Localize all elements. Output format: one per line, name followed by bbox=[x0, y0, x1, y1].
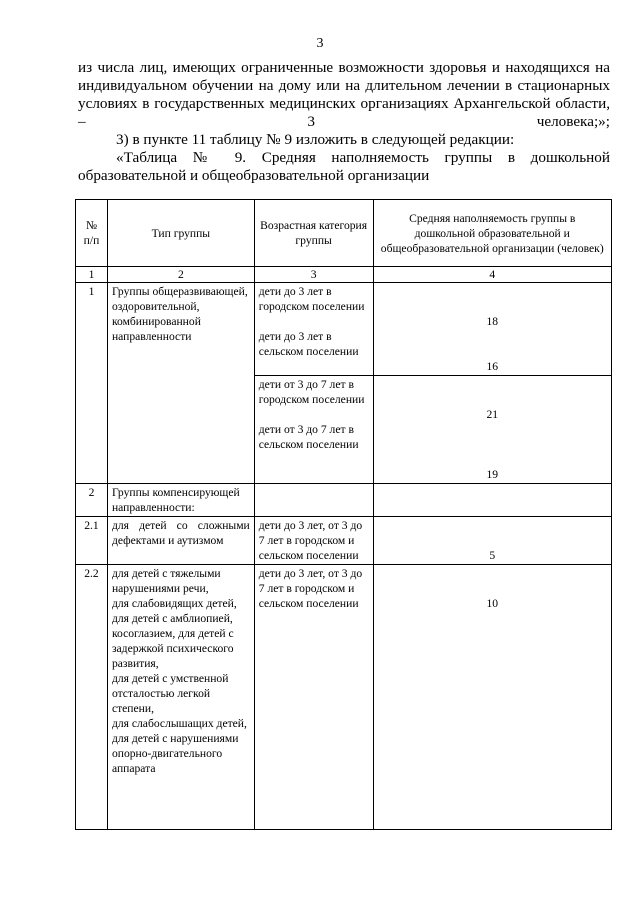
table-row bbox=[76, 517, 612, 565]
group-occupancy-table bbox=[75, 199, 612, 830]
occupancy-value: 19 bbox=[486, 468, 499, 481]
occupancy-value: 10 bbox=[486, 597, 499, 610]
age-category-text: дети от 3 до 7 лет в городском поселении bbox=[258, 378, 365, 406]
header-group-type: Тип группы bbox=[107, 200, 254, 267]
age-category-text: дети от 3 до 7 лет в сельском поселении bbox=[258, 423, 359, 451]
age-category-cell bbox=[254, 283, 373, 376]
occupancy-cell bbox=[373, 376, 612, 484]
occupancy-cell bbox=[373, 283, 612, 376]
group-type-line: для детей с амблиопией, косоглазием, для детей с задержкой психического развития, bbox=[111, 612, 234, 670]
age-category-text: дети до 3 лет в сельском поселении bbox=[258, 330, 359, 358]
occupancy-cell bbox=[373, 565, 612, 830]
row-number: 2.2 bbox=[76, 565, 108, 830]
row-number: 2 bbox=[76, 484, 108, 517]
row-number: 1 bbox=[76, 283, 108, 484]
group-type-cell: Группы общеразвивающей, оздоровительной, комбинированной направленности bbox=[107, 283, 254, 484]
column-number: 1 bbox=[76, 267, 108, 283]
occupancy-value: 16 bbox=[486, 360, 499, 373]
group-type-line: для детей с умственной отсталостью легкой степени, bbox=[111, 672, 229, 715]
age-category-cell: дети до 3 лет, от 3 до 7 лет в городском и сельском поселении bbox=[254, 565, 373, 830]
table-row bbox=[76, 484, 612, 517]
paragraph-item-3: 3) в пункте 11 таблицу № 9 изложить в следующей редакции: bbox=[116, 131, 515, 148]
group-type-cell bbox=[107, 565, 254, 830]
age-category-text: дети до 3 лет в городском поселении bbox=[258, 285, 365, 313]
age-category-cell bbox=[254, 484, 373, 517]
occupancy-cell: 5 bbox=[373, 517, 612, 565]
group-type-line: для детей с тяжелыми нарушениями речи, bbox=[111, 567, 221, 595]
occupancy-value: 21 bbox=[486, 408, 499, 421]
paragraph-continuation: из числа лиц, имеющих ограниченные возможности здоровья и находящихся на индивидуальном обучении на дому или на длительном лечении в стационарных условиях в государственных медицинских организациях Архангельской области, – 3 человека;»; bbox=[78, 59, 610, 130]
age-category-cell: дети до 3 лет, от 3 до 7 лет в городском и сельском поселении bbox=[254, 517, 373, 565]
header-age-category: Возрастная категория группы bbox=[254, 200, 373, 267]
column-number: 2 bbox=[107, 267, 254, 283]
group-type-cell: Группы компенсирующей направленности: bbox=[107, 484, 254, 517]
paragraph-table-caption: «Таблица № 9. Средняя наполняемость группы в дошкольной образовательной и общеобразовательной организации bbox=[78, 149, 610, 184]
age-category-cell bbox=[254, 376, 373, 484]
column-number-row bbox=[76, 267, 612, 283]
header-number: № п/п bbox=[76, 200, 108, 267]
table-row bbox=[76, 283, 612, 376]
group-type-cell: для детей со сложными дефектами и аутизмом bbox=[107, 517, 254, 565]
occupancy-cell bbox=[373, 484, 612, 517]
row-number: 2.1 bbox=[76, 517, 108, 565]
group-type-line: для слабовидящих детей, bbox=[111, 597, 237, 610]
body-text bbox=[78, 59, 610, 185]
column-number: 3 bbox=[254, 267, 373, 283]
table-row bbox=[76, 565, 612, 830]
header-average-occupancy: Средняя наполняемость группы в дошкольной образовательной и общеобразовательной организации (человек) bbox=[373, 200, 612, 267]
table-header-row bbox=[76, 200, 612, 267]
column-number: 4 bbox=[373, 267, 612, 283]
group-type-line: для слабослышащих детей, для детей с нарушениями опорно-двигательного аппарата bbox=[111, 717, 247, 775]
occupancy-value: 18 bbox=[486, 315, 499, 328]
page-number: 3 bbox=[316, 36, 324, 51]
